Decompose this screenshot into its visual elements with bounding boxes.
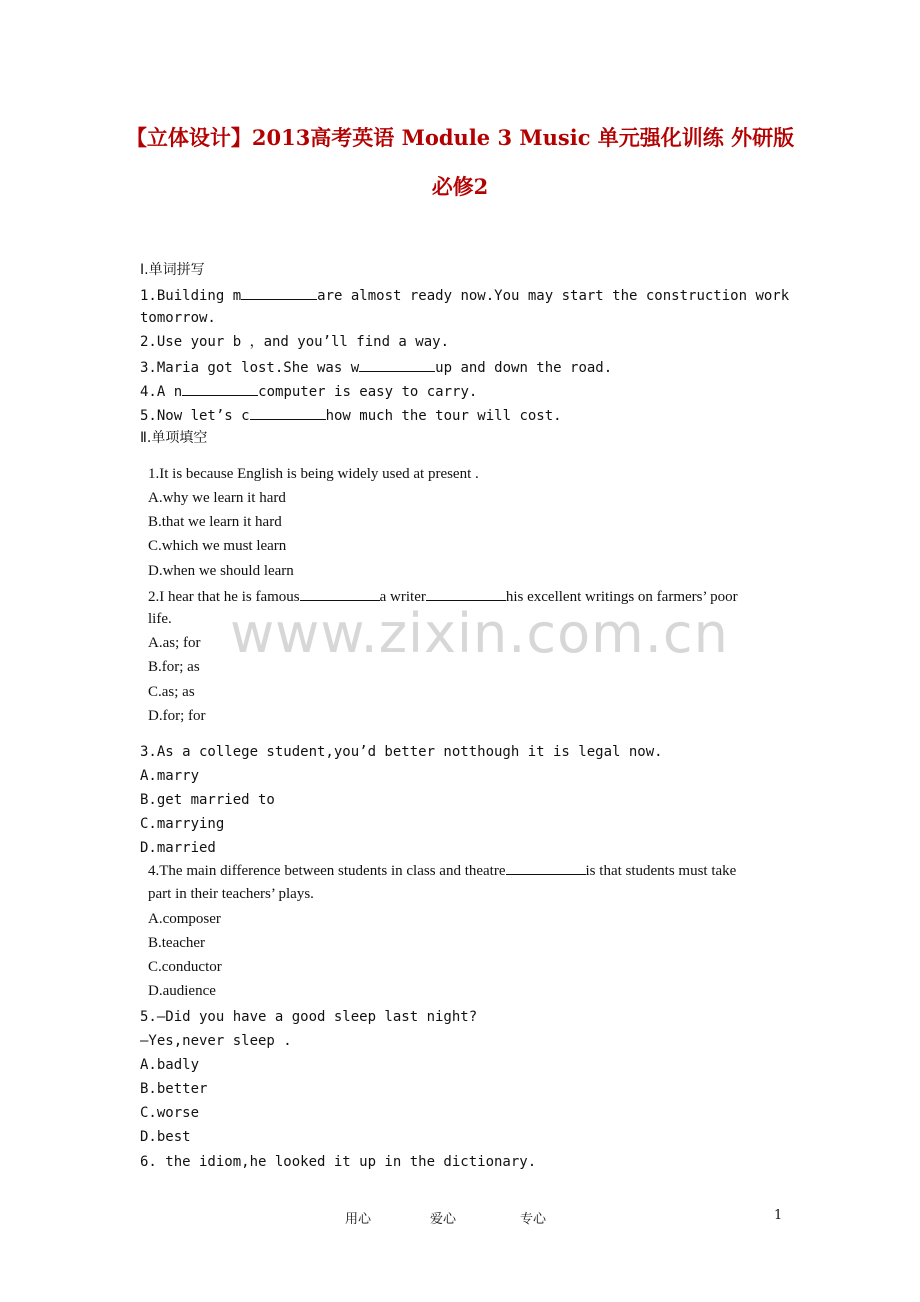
s2-q2-option-b: B.for; as xyxy=(148,659,200,675)
s2-q5-option-d: D.best xyxy=(140,1129,191,1145)
s2-q2-blank-2 xyxy=(426,586,506,601)
s2-q2-blank-1 xyxy=(300,586,380,601)
s1-q3-post: up and down the road. xyxy=(435,360,613,376)
footer-text-2: 爱心 xyxy=(430,1212,457,1227)
watermark: www.zixin.com.cn xyxy=(230,602,729,665)
s2-q2-option-d: D.for; for xyxy=(148,708,206,724)
footer-text-1: 用心 xyxy=(345,1212,372,1227)
s2-q5-reply: —Yes,never sleep . xyxy=(140,1033,292,1049)
s1-question-1 xyxy=(140,285,789,305)
s2-q3-stem: 3.As a college student,you’d better notthough it is legal now. xyxy=(140,744,663,760)
s1-q4-post: computer is easy to carry. xyxy=(258,384,478,400)
s2-q5-option-c: C.worse xyxy=(140,1105,200,1121)
page-number: 1 xyxy=(774,1208,783,1223)
s1-question-5 xyxy=(140,405,562,425)
s1-q3-blank xyxy=(359,357,435,372)
s2-q1-stem: 1.It is because English is being widely used at present . xyxy=(148,466,479,482)
s1-q5-post: how much the tour will cost. xyxy=(325,408,562,424)
s2-q4-option-d: D.audience xyxy=(148,983,216,999)
s2-q1-option-b: B.that we learn it hard xyxy=(148,514,282,530)
s2-q2-continuation: life. xyxy=(148,611,172,627)
s1-q3-pre: 3.Maria got lost.She was w xyxy=(140,360,360,376)
s2-q3-option-a: A.marry xyxy=(140,768,200,784)
s1-q1-pre: 1.Building m xyxy=(140,288,242,304)
footer-text-3: 专心 xyxy=(520,1212,547,1227)
s1-question-4 xyxy=(140,381,477,401)
s2-q1-option-c: C.which we must learn xyxy=(148,538,287,554)
s2-q4-option-b: B.teacher xyxy=(148,935,206,951)
s2-q3-option-d: D.married xyxy=(140,840,216,856)
s1-question-2: 2.Use your b ，and you’ll find a way. xyxy=(140,334,450,350)
s2-q5-stem: 5.—Did you have a good sleep last night? xyxy=(140,1009,478,1025)
s2-q4-pre: 4.The main difference between students in class and theatre xyxy=(148,863,506,879)
s1-q1-blank xyxy=(241,285,317,300)
s2-q5-option-a: A.badly xyxy=(140,1057,200,1073)
s1-q5-blank xyxy=(250,405,326,420)
s2-q3-option-c: C.marrying xyxy=(140,816,225,832)
doc-title-line1: 【立体设计】2013高考英语 Module 3 Music 单元强化训练 外研版 xyxy=(125,125,795,150)
section2-heading: Ⅱ.单项填空 xyxy=(140,430,208,446)
s2-q4-continuation: part in their teachers’ plays. xyxy=(148,886,314,902)
s2-q4-post: is that students must take xyxy=(585,863,737,879)
doc-title-line2: 必修2 xyxy=(431,174,489,199)
s1-q1-post: are almost ready now.You may start the construction work xyxy=(317,288,790,304)
s1-q1-continuation: tomorrow. xyxy=(140,310,216,326)
s2-q3-option-b: B.get married to xyxy=(140,792,275,808)
s2-q2-option-a: A.as; for xyxy=(148,635,201,651)
s2-q4-blank xyxy=(506,860,586,875)
s2-q2-option-c: C.as; as xyxy=(148,684,195,700)
s2-q5-option-b: B.better xyxy=(140,1081,208,1097)
s2-q6-stem: 6. the idiom,he looked it up in the dictionary. xyxy=(140,1154,537,1170)
s2-q4-stem xyxy=(148,860,736,880)
s2-q1-option-a: A.why we learn it hard xyxy=(148,490,286,506)
s2-q4-option-a: A.composer xyxy=(148,911,221,927)
s1-q5-pre: 5.Now let’s c xyxy=(140,408,250,424)
s1-q4-pre: 4.A n xyxy=(140,384,183,400)
s2-q1-option-d: D.when we should learn xyxy=(148,563,294,579)
s2-q4-option-c: C.conductor xyxy=(148,959,222,975)
s2-q2-pre: 2.I hear that he is famous xyxy=(148,589,300,605)
s2-q2-mid: a writer xyxy=(379,589,426,605)
s1-question-3 xyxy=(140,357,612,377)
s1-q4-blank xyxy=(182,381,258,396)
section1-heading: Ⅰ.单词拼写 xyxy=(140,262,205,278)
s2-q2-post: his excellent writings on farmers’ poor xyxy=(505,589,738,605)
